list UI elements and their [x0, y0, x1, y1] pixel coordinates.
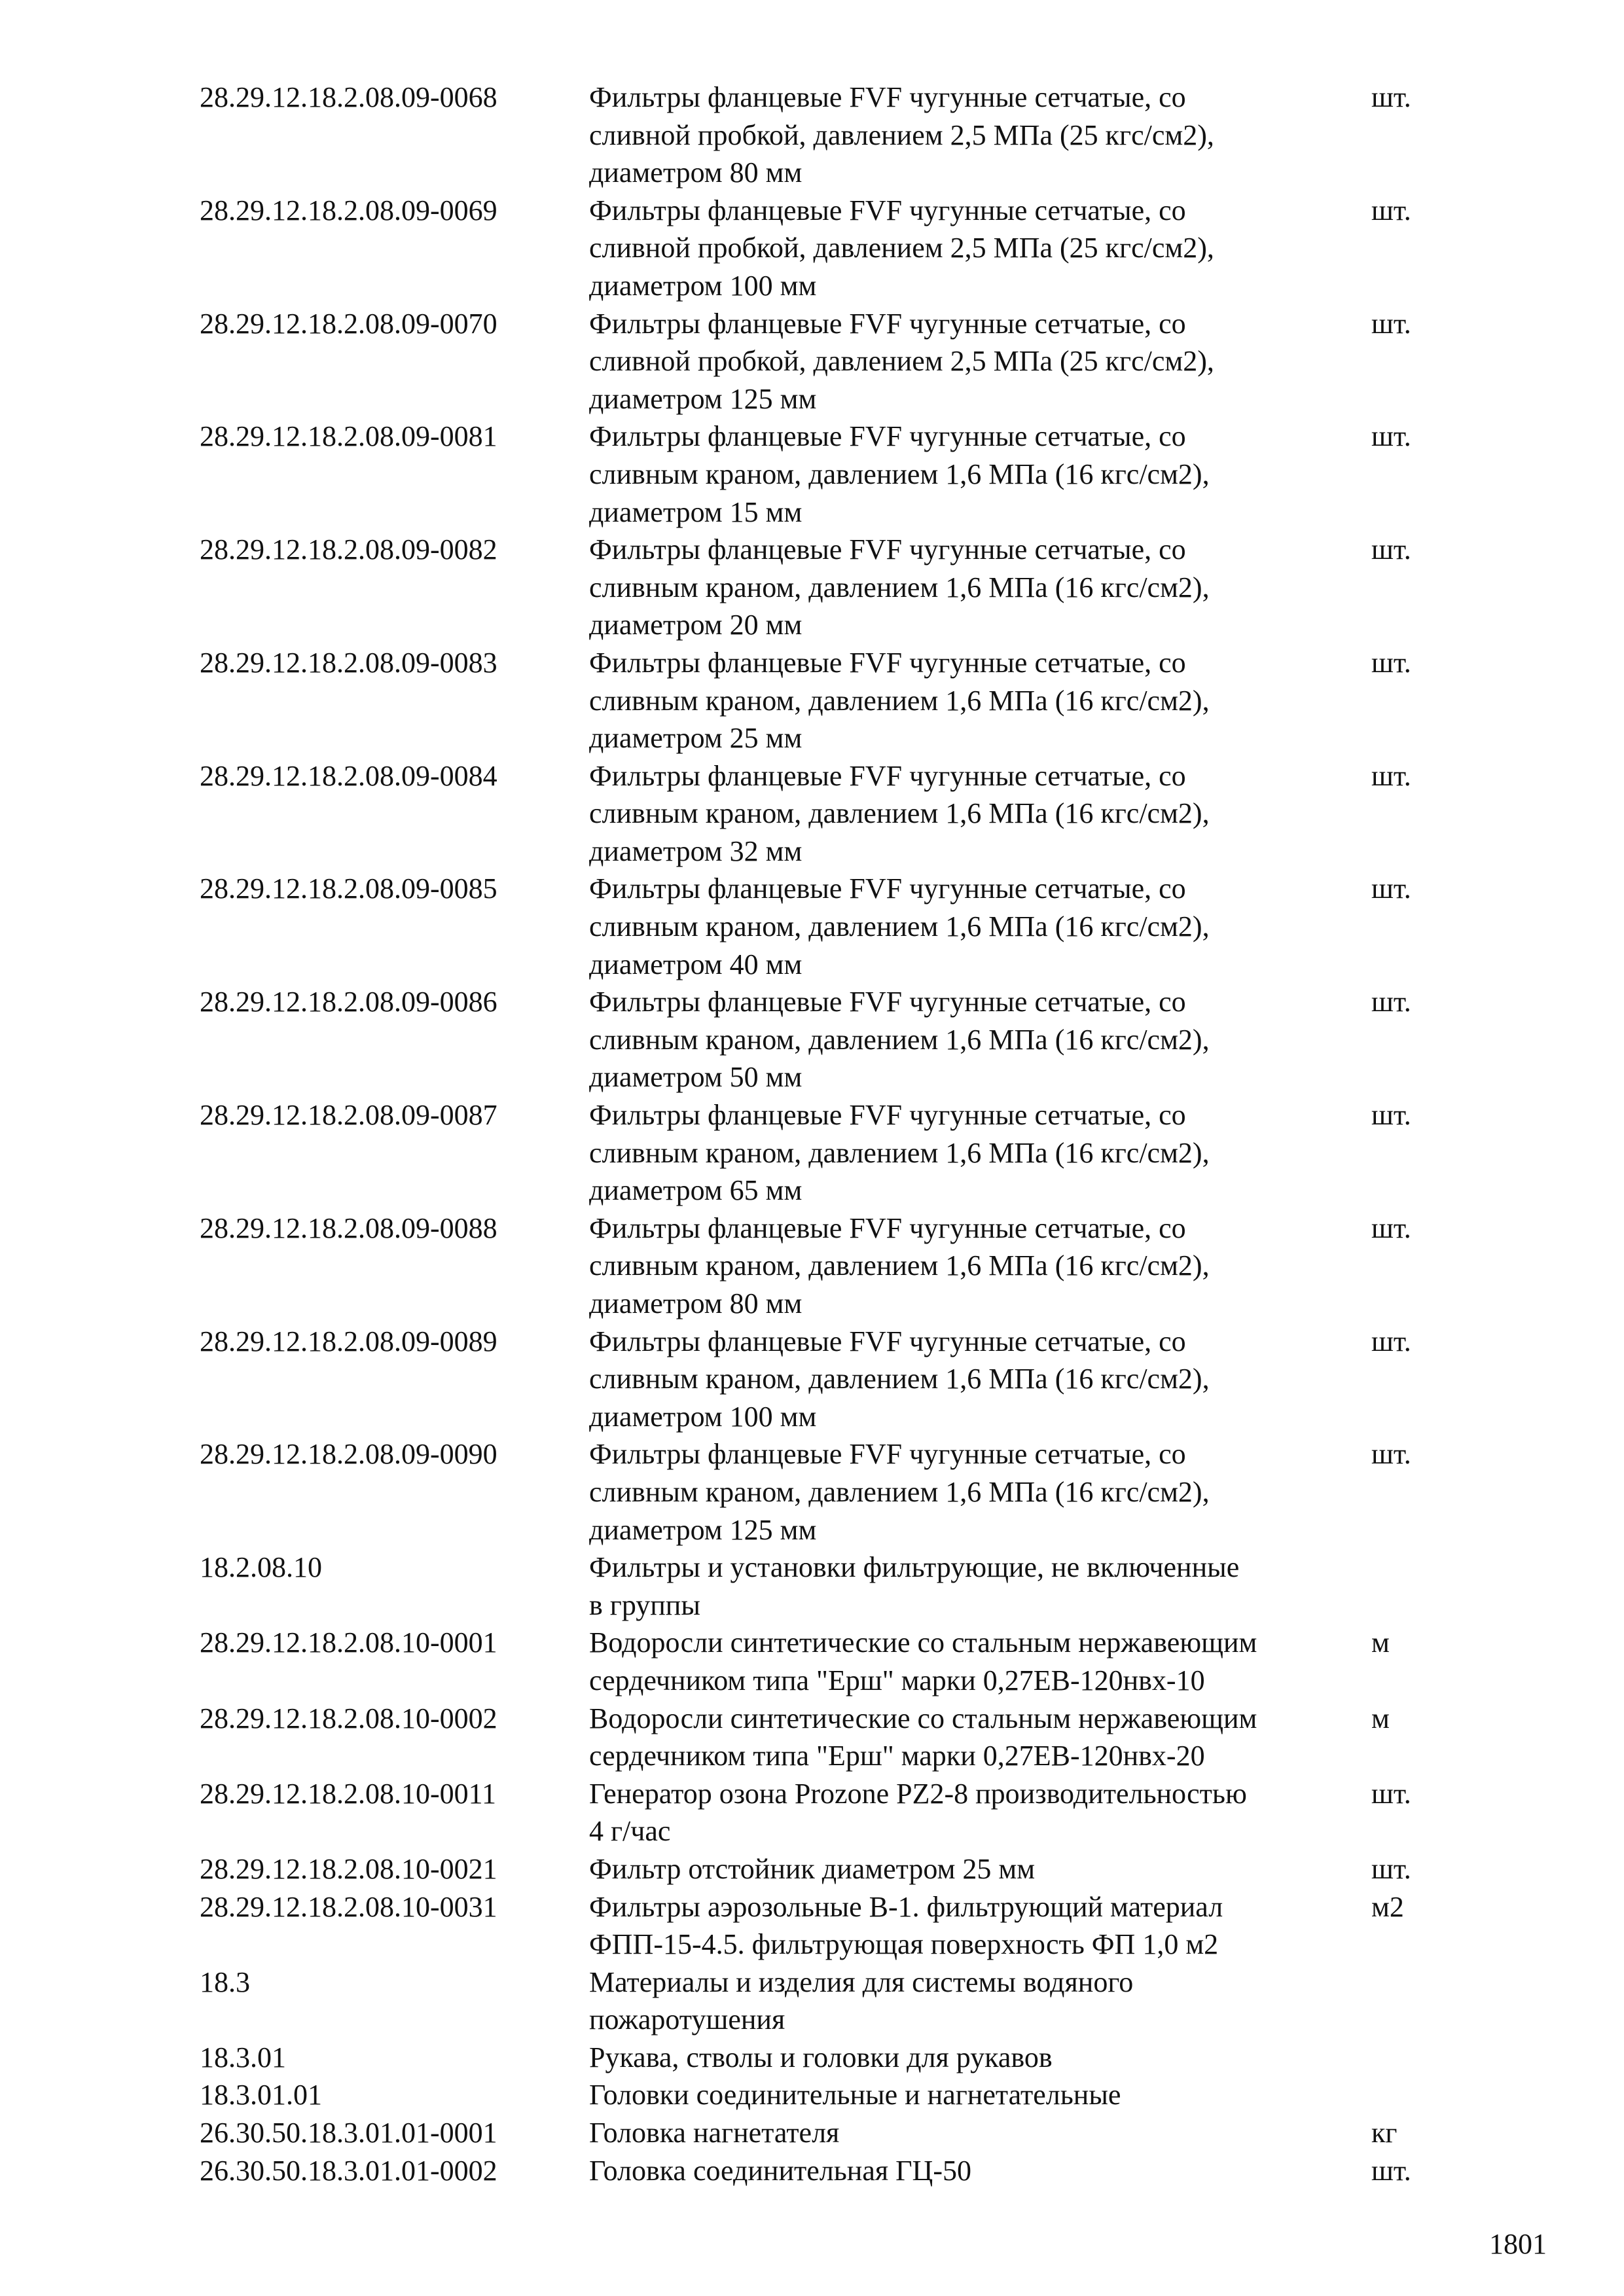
description-line: диаметром 65 мм — [589, 1174, 803, 1207]
table-row — [200, 418, 1443, 531]
item-code: 28.29.12.18.2.08.10-0031 — [200, 1890, 497, 1923]
item-description — [589, 418, 1371, 531]
description-line: диаметром 80 мм — [589, 1287, 803, 1319]
item-description — [589, 2114, 1371, 2152]
table-row — [200, 1435, 1443, 1549]
description-line: сливной пробкой, давлением 2,5 МПа (25 кгс/см2), — [589, 232, 1214, 264]
table-row — [200, 644, 1443, 757]
description-line: Рукава, стволы и головки для рукавов — [589, 2041, 1053, 2073]
item-unit: шт. — [1371, 307, 1411, 340]
item-description — [589, 644, 1371, 757]
description-line: Фильтры фланцевые FVF чугунные сетчатые, со — [589, 81, 1186, 113]
item-description — [589, 2039, 1371, 2077]
table-row — [200, 531, 1443, 644]
item-unit — [1371, 2076, 1443, 2114]
table-row — [200, 1964, 1443, 2039]
description-line: Фильтры и установки фильтрующие, не включенные — [589, 1551, 1240, 1584]
item-code: 28.29.12.18.2.08.09-0068 — [200, 81, 497, 113]
item-description — [589, 1850, 1371, 1888]
item-description — [589, 1624, 1371, 1699]
item-description — [589, 983, 1371, 1096]
description-line: Фильтры фланцевые FVF чугунные сетчатые, со — [589, 1325, 1186, 1357]
item-unit: шт. — [1371, 986, 1411, 1018]
description-line: сливным краном, давлением 1,6 МПа (16 кгс/см2), — [589, 910, 1210, 943]
description-line: Материалы и изделия для системы водяного — [589, 1965, 1134, 1998]
item-unit: м — [1371, 1702, 1390, 1734]
description-line: сливным краном, давлением 1,6 МПа (16 кгс/см2), — [589, 1023, 1210, 1056]
description-line: сердечником типа "Ерш" марки 0,27ЕВ-120нвх-20 — [589, 1740, 1205, 1772]
table-row — [200, 1775, 1443, 1850]
item-description — [589, 305, 1371, 418]
item-unit — [1371, 1964, 1443, 2039]
item-code: 28.29.12.18.2.08.09-0090 — [200, 1438, 497, 1471]
item-description — [589, 757, 1371, 870]
description-line: в группы — [589, 1588, 700, 1621]
description-line: Фильтры фланцевые FVF чугунные сетчатые, со — [589, 759, 1186, 792]
item-unit: шт. — [1371, 533, 1411, 566]
item-code: 28.29.12.18.2.08.09-0070 — [200, 307, 497, 340]
table-row — [200, 1850, 1443, 1888]
item-code: 28.29.12.18.2.08.10-0021 — [200, 1852, 497, 1885]
description-line: диаметром 80 мм — [589, 156, 803, 189]
item-description — [589, 1549, 1371, 1624]
table-row — [200, 1210, 1443, 1323]
description-line: сливным краном, давлением 1,6 МПа (16 кгс/см2), — [589, 571, 1210, 603]
item-description — [589, 1210, 1371, 1323]
table-row — [200, 79, 1443, 192]
item-unit: шт. — [1371, 1211, 1411, 1244]
item-code: 26.30.50.18.3.01.01-0001 — [200, 2117, 497, 2149]
table-row — [200, 757, 1443, 870]
table-row — [200, 1549, 1443, 1624]
item-code: 28.29.12.18.2.08.09-0086 — [200, 986, 497, 1018]
item-code: 28.29.12.18.2.08.10-0011 — [200, 1777, 497, 1810]
description-line: диаметром 100 мм — [589, 269, 817, 302]
item-description — [589, 2076, 1371, 2114]
description-line: Фильтры фланцевые FVF чугунные сетчатые, со — [589, 646, 1186, 679]
description-line: Фильтры фланцевые FVF чугунные сетчатые, со — [589, 194, 1186, 226]
table-row — [200, 2114, 1443, 2152]
item-code: 28.29.12.18.2.08.09-0084 — [200, 759, 497, 792]
description-line: диаметром 125 мм — [589, 1513, 817, 1546]
item-unit: шт. — [1371, 759, 1411, 792]
table-row — [200, 983, 1443, 1096]
item-description — [589, 192, 1371, 305]
table-row — [200, 192, 1443, 305]
item-description — [589, 1775, 1371, 1850]
description-line: сливной пробкой, давлением 2,5 МПа (25 кгс/см2), — [589, 345, 1214, 378]
item-code: 28.29.12.18.2.08.09-0088 — [200, 1211, 497, 1244]
description-line: диаметром 40 мм — [589, 948, 803, 980]
description-line: сливным краном, давлением 1,6 МПа (16 кгс/см2), — [589, 684, 1210, 717]
description-line: диаметром 125 мм — [589, 382, 817, 415]
description-line: Водоросли синтетические со стальным нержавеющим — [589, 1626, 1257, 1659]
description-line: сливным краном, давлением 1,6 МПа (16 кгс/см2), — [589, 1363, 1210, 1395]
item-code: 28.29.12.18.2.08.09-0087 — [200, 1099, 497, 1132]
table-row — [200, 870, 1443, 983]
description-line: диаметром 32 мм — [589, 834, 803, 867]
price-list-table — [200, 79, 1443, 2189]
table-row — [200, 1323, 1443, 1436]
description-line: диаметром 50 мм — [589, 1061, 803, 1094]
description-line: Фильтры аэрозольные В-1. фильтрующий материал — [589, 1890, 1223, 1923]
table-row — [200, 305, 1443, 418]
description-line: диаметром 20 мм — [589, 609, 803, 641]
description-line: сливным краном, давлением 1,6 МПа (16 кгс/см2), — [589, 797, 1210, 830]
description-line: Головки соединительные и нагнетательные — [589, 2079, 1121, 2111]
item-code: 28.29.12.18.2.08.09-0085 — [200, 872, 497, 905]
description-line: Генератор озона Prozone PZ2-8 производительностью — [589, 1777, 1247, 1810]
description-line: Фильтры фланцевые FVF чугунные сетчатые, со — [589, 986, 1186, 1018]
description-line: диаметром 25 мм — [589, 722, 803, 755]
item-unit: шт. — [1371, 1099, 1411, 1132]
description-line: пожаротушения — [589, 2003, 785, 2036]
item-unit: кг — [1371, 2117, 1398, 2149]
item-description — [589, 1323, 1371, 1436]
table-row — [200, 1096, 1443, 1210]
table-row — [200, 2152, 1443, 2190]
item-description — [589, 1700, 1371, 1775]
table-row — [200, 1700, 1443, 1775]
description-line: ФПП-15-4.5. фильтрующая поверхность ФП 1,0 м2 — [589, 1928, 1219, 1961]
description-line: Водоросли синтетические со стальным нержавеющим — [589, 1702, 1257, 1734]
item-code: 28.29.12.18.2.08.09-0083 — [200, 646, 497, 679]
description-line: сливным краном, давлением 1,6 МПа (16 кгс/см2), — [589, 457, 1210, 490]
description-line: Фильтр отстойник диаметром 25 мм — [589, 1852, 1036, 1885]
table-row — [200, 2039, 1443, 2077]
item-unit: шт. — [1371, 2154, 1411, 2187]
item-unit: шт. — [1371, 1325, 1411, 1357]
item-description — [589, 2152, 1371, 2190]
item-unit: шт. — [1371, 81, 1411, 113]
description-line: сердечником типа "Ерш" марки 0,27ЕВ-120нвх-10 — [589, 1664, 1205, 1696]
item-description — [589, 1096, 1371, 1210]
item-description — [589, 531, 1371, 644]
item-unit: шт. — [1371, 646, 1411, 679]
item-code: 18.3 — [200, 1965, 250, 1998]
item-code: 28.29.12.18.2.08.10-0001 — [200, 1626, 497, 1659]
item-code: 28.29.12.18.2.08.09-0081 — [200, 420, 497, 453]
item-code: 28.29.12.18.2.08.09-0082 — [200, 533, 497, 566]
item-code: 18.2.08.10 — [200, 1551, 322, 1584]
description-line: Головка соединительная ГЦ-50 — [589, 2154, 971, 2187]
description-line: Фильтры фланцевые FVF чугунные сетчатые, со — [589, 1211, 1186, 1244]
description-line: Фильтры фланцевые FVF чугунные сетчатые, со — [589, 1438, 1186, 1471]
description-line: сливным краном, давлением 1,6 МПа (16 кгс/см2), — [589, 1475, 1210, 1508]
item-unit: м — [1371, 1626, 1390, 1659]
item-unit: шт. — [1371, 420, 1411, 453]
item-unit: шт. — [1371, 872, 1411, 905]
item-code: 28.29.12.18.2.08.09-0069 — [200, 194, 497, 226]
table-row — [200, 1624, 1443, 1699]
item-code: 18.3.01 — [200, 2041, 286, 2073]
item-unit: шт. — [1371, 194, 1411, 226]
table-row — [200, 1888, 1443, 1964]
description-line: Фильтры фланцевые FVF чугунные сетчатые, со — [589, 872, 1186, 905]
item-unit: шт. — [1371, 1852, 1411, 1885]
item-description — [589, 1964, 1371, 2039]
description-line: сливным краном, давлением 1,6 МПа (16 кгс/см2), — [589, 1136, 1210, 1169]
description-line: сливным краном, давлением 1,6 МПа (16 кгс/см2), — [589, 1249, 1210, 1282]
description-line: Фильтры фланцевые FVF чугунные сетчатые, со — [589, 1099, 1186, 1132]
item-unit — [1371, 2039, 1443, 2077]
item-description — [589, 1435, 1371, 1549]
item-unit: шт. — [1371, 1777, 1411, 1810]
page-number: 1801 — [1489, 2228, 1547, 2260]
description-line: диаметром 15 мм — [589, 495, 803, 528]
table-row — [200, 2076, 1443, 2114]
item-unit: м2 — [1371, 1890, 1404, 1923]
description-line: Головка нагнетателя — [589, 2117, 840, 2149]
description-line: Фильтры фланцевые FVF чугунные сетчатые, со — [589, 420, 1186, 453]
description-line: 4 г/час — [589, 1815, 671, 1848]
item-description — [589, 870, 1371, 983]
item-code: 28.29.12.18.2.08.10-0002 — [200, 1702, 497, 1734]
item-unit — [1371, 1549, 1443, 1624]
item-code: 28.29.12.18.2.08.09-0089 — [200, 1325, 497, 1357]
description-line: Фильтры фланцевые FVF чугунные сетчатые, со — [589, 533, 1186, 566]
description-line: сливной пробкой, давлением 2,5 МПа (25 кгс/см2), — [589, 118, 1214, 151]
item-unit: шт. — [1371, 1438, 1411, 1471]
item-code: 18.3.01.01 — [200, 2079, 322, 2111]
item-code: 26.30.50.18.3.01.01-0002 — [200, 2154, 497, 2187]
item-description — [589, 1888, 1371, 1964]
description-line: диаметром 100 мм — [589, 1400, 817, 1433]
description-line: Фильтры фланцевые FVF чугунные сетчатые, со — [589, 307, 1186, 340]
item-description — [589, 79, 1371, 192]
